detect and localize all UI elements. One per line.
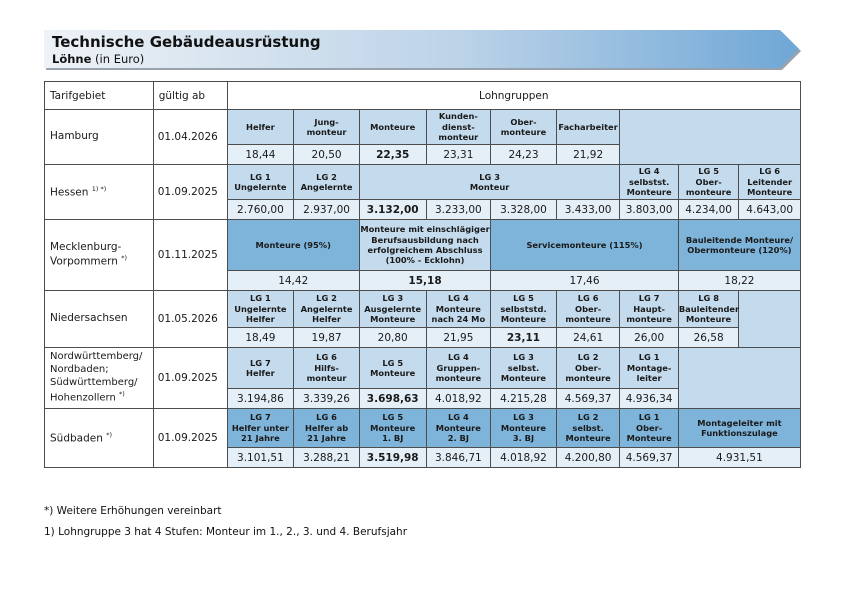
value-cell: 3.132,00 <box>359 200 426 220</box>
table-row-niedersachsen <box>45 291 801 328</box>
label-cell: LG 2 selbst. Monteure <box>556 409 620 448</box>
label-cell: LG 6 Leitender Monteure <box>739 165 801 200</box>
value-cell: 26,00 <box>620 328 678 348</box>
value-cell: 3.846,71 <box>426 448 491 468</box>
region-hamburg: Hamburg <box>45 110 154 165</box>
value-cell: 3.698,63 <box>359 389 426 409</box>
label-cell: Kunden- dienst- monteur <box>426 110 491 145</box>
label-cell: LG 1 Montage- leiter <box>620 348 678 389</box>
value-cell: 23,11 <box>491 328 557 348</box>
table-row-hamburg <box>45 110 801 145</box>
value-cell: 3.803,00 <box>620 200 678 220</box>
table-row-mecklenburg <box>45 220 801 271</box>
label-cell: LG 3 selbst. Monteure <box>491 348 557 389</box>
value-cell: 24,61 <box>556 328 620 348</box>
header-region: Tarifgebiet <box>45 82 154 110</box>
label-cell: LG 3 Monteur <box>359 165 620 200</box>
value-cell: 18,22 <box>678 271 800 291</box>
label-cell: LG 7 Helfer <box>227 348 294 389</box>
label-cell: LG 1 Ober- Monteure <box>620 409 678 448</box>
value-cell: 24,23 <box>491 145 557 165</box>
value-cell: 20,80 <box>359 328 426 348</box>
label-cell: Monteure <box>359 110 426 145</box>
value-cell: 3.433,00 <box>556 200 620 220</box>
label-cell: LG 3 Monteure 3. BJ <box>491 409 557 448</box>
subtitle-rest: (in Euro) <box>91 52 145 66</box>
region-hessen <box>45 165 154 220</box>
table-row-hessen <box>45 165 801 200</box>
label-cell: Jung- monteur <box>294 110 360 145</box>
header-groups: Lohngruppen <box>227 82 800 110</box>
value-cell: 4.234,00 <box>678 200 739 220</box>
empty-cell <box>678 348 800 409</box>
value-cell: 4.569,37 <box>620 448 678 468</box>
value-cell: 4.931,51 <box>678 448 800 468</box>
label-cell: LG 5 selbststd. Monteure <box>491 291 557 328</box>
value-cell: 3.194,86 <box>227 389 294 409</box>
value-cell: 3.328,00 <box>491 200 557 220</box>
footnote-one: 1) Lohngruppe 3 hat 4 Stufen: Monteur im 1., 2., 3. und 4. Berufsjahr <box>44 526 408 538</box>
label-cell: Helfer <box>227 110 294 145</box>
label-cell: LG 8 Bauleitender Monteure <box>678 291 739 328</box>
value-cell: 4.936,34 <box>620 389 678 409</box>
value-cell: 2.760,00 <box>227 200 294 220</box>
label-cell: LG 5 Ober- monteure <box>678 165 739 200</box>
date-nordwuerttemberg: 01.09.2025 <box>153 348 227 409</box>
value-cell: 14,42 <box>227 271 359 291</box>
header-date: gültig ab <box>153 82 227 110</box>
page-title: Technische Gebäudeausrüstung <box>52 33 321 51</box>
value-cell: 3.339,26 <box>294 389 360 409</box>
table-header-row <box>45 82 801 110</box>
label-cell: LG 1 Ungelernte Helfer <box>227 291 294 328</box>
date-mecklenburg: 01.11.2025 <box>153 220 227 291</box>
value-cell: 18,49 <box>227 328 294 348</box>
value-cell: 23,31 <box>426 145 491 165</box>
label-cell: LG 1 Ungelernte <box>227 165 294 200</box>
value-cell: 15,18 <box>359 271 490 291</box>
label-cell: LG 7 Helfer unter 21 Jahre <box>227 409 294 448</box>
label-cell: LG 4 Monteure 2. BJ <box>426 409 491 448</box>
value-cell: 18,44 <box>227 145 294 165</box>
region-nordwuerttemberg <box>45 348 154 409</box>
value-cell: 3.519,98 <box>359 448 426 468</box>
value-cell: 4.643,00 <box>739 200 801 220</box>
value-cell: 17,46 <box>491 271 679 291</box>
label-cell: LG 6 Helfer ab 21 Jahre <box>294 409 360 448</box>
value-cell: 26,58 <box>678 328 739 348</box>
label-cell: Bauleitende Monteure/ Obermonteure (120%) <box>678 220 800 271</box>
label-cell: LG 6 Ober- monteure <box>556 291 620 328</box>
label-cell: Monteure (95%) <box>227 220 359 271</box>
date-hessen: 01.09.2025 <box>153 165 227 220</box>
label-cell: LG 4 selbstst. Monteure <box>620 165 678 200</box>
date-suedbaden: 01.09.2025 <box>153 409 227 468</box>
wage-table <box>44 81 801 468</box>
value-cell: 19,87 <box>294 328 360 348</box>
value-cell: 3.233,00 <box>426 200 491 220</box>
region-hessen-name: Hessen <box>50 186 89 199</box>
value-cell: 4.018,92 <box>491 448 557 468</box>
date-hamburg: 01.04.2026 <box>153 110 227 165</box>
empty-cell <box>739 291 801 348</box>
region-mecklenburg-footnote: *) <box>121 254 128 263</box>
value-cell: 4.215,28 <box>491 389 557 409</box>
value-cell: 4.018,92 <box>426 389 491 409</box>
region-nordwuerttemberg-footnote: *) <box>119 389 125 398</box>
region-niedersachsen: Niedersachsen <box>45 291 154 348</box>
subtitle-bold: Löhne <box>52 52 92 66</box>
value-cell: 3.288,21 <box>294 448 360 468</box>
label-cell: Facharbeiter <box>556 110 620 145</box>
value-cell: 21,92 <box>556 145 620 165</box>
region-mecklenburg-name: Mecklenburg- Vorpommern <box>50 240 122 268</box>
value-cell: 20,50 <box>294 145 360 165</box>
label-cell: Servicemonteure (115%) <box>491 220 679 271</box>
label-cell: LG 6 Hilfs- monteur <box>294 348 360 389</box>
value-cell: 4.200,80 <box>556 448 620 468</box>
label-cell: LG 5 Monteure <box>359 348 426 389</box>
value-cell: 2.937,00 <box>294 200 360 220</box>
label-cell: LG 4 Gruppen- monteure <box>426 348 491 389</box>
region-suedbaden-footnote: *) <box>106 430 113 439</box>
value-cell: 22,35 <box>359 145 426 165</box>
value-cell: 4.569,37 <box>556 389 620 409</box>
label-cell: LG 2 Angelernte <box>294 165 360 200</box>
empty-cell <box>620 110 801 165</box>
label-cell: LG 5 Monteure 1. BJ <box>359 409 426 448</box>
table-row-nordwuerttemberg <box>45 348 801 389</box>
label-cell: LG 2 Angelernte Helfer <box>294 291 360 328</box>
label-cell: LG 3 Ausgelernte Monteure <box>359 291 426 328</box>
table-row-suedbaden <box>45 409 801 448</box>
page-subtitle <box>52 52 144 66</box>
label-cell: LG 4 Monteure nach 24 Mo <box>426 291 491 328</box>
region-suedbaden <box>45 409 154 468</box>
region-nordwuerttemberg-name: Nordwürttemberg/ Nordbaden; Südwürttemberg/ Hohenzollern <box>50 351 143 403</box>
region-hessen-footnote: 1) *) <box>91 184 107 193</box>
label-cell: LG 7 Haupt- monteure <box>620 291 678 328</box>
region-suedbaden-name: Südbaden <box>50 432 103 445</box>
region-mecklenburg <box>45 220 154 291</box>
date-niedersachsen: 01.05.2026 <box>153 291 227 348</box>
value-cell: 3.101,51 <box>227 448 294 468</box>
footnote-star: *) Weitere Erhöhungen vereinbart <box>44 505 222 517</box>
label-cell: Montageleiter mit Funktionszulage <box>678 409 800 448</box>
label-cell: LG 2 Ober- monteure <box>556 348 620 389</box>
value-cell: 21,95 <box>426 328 491 348</box>
label-cell: Ober- monteure <box>491 110 557 145</box>
label-cell: Monteure mit einschlägiger Berufsausbildung nach erfolgreichem Abschluss (100% - Ecklohn) <box>359 220 490 271</box>
